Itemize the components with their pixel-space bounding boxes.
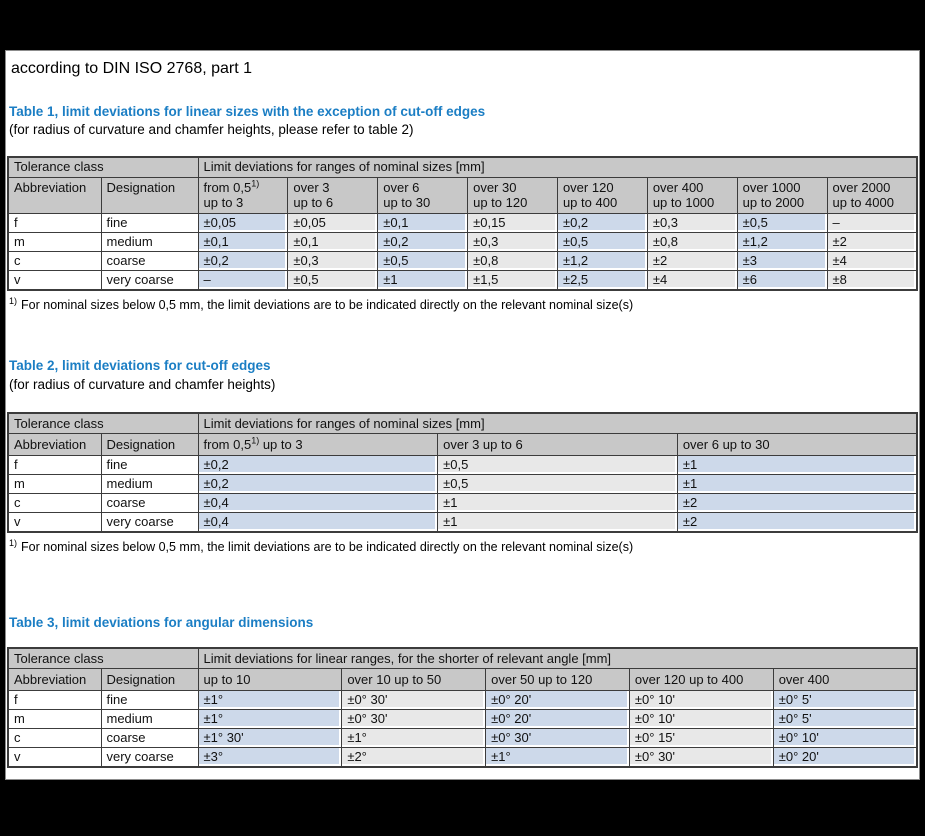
designation-header: Designation <box>101 178 198 214</box>
abbreviation-cell: v <box>8 271 101 291</box>
designation-cell: very coarse <box>101 748 198 768</box>
table1-heading: Table 1, limit deviations for linear sizes with the exception of cut-off edges <box>9 104 486 120</box>
table-row <box>8 691 917 710</box>
value-cell: ±1,5 <box>468 271 558 291</box>
table3-section <box>6 615 919 769</box>
abbreviation-cell: v <box>8 513 101 533</box>
designation-cell: very coarse <box>101 513 198 533</box>
value-cell: ±0° 20' <box>486 691 630 710</box>
tolerance-class-header: Tolerance class <box>8 413 198 434</box>
abbreviation-cell: f <box>8 214 101 233</box>
designation-cell: coarse <box>101 729 198 748</box>
value-cell: ±1° <box>486 748 630 768</box>
size-range-header: over 30 up to 120 <box>468 178 558 214</box>
value-cell: ±0,1 <box>288 233 378 252</box>
table-row <box>8 214 917 233</box>
value-cell: ±4 <box>827 252 917 271</box>
table-row <box>8 475 917 494</box>
designation-cell: coarse <box>101 494 198 513</box>
table3-heading: Table 3, limit deviations for angular dimensions <box>9 614 314 630</box>
group-header-row <box>8 648 917 669</box>
table2-footnote <box>9 540 919 554</box>
size-range-header: up to 10 <box>198 669 342 691</box>
value-cell: ±3 <box>737 252 827 271</box>
value-cell: ±0,2 <box>198 475 438 494</box>
designation-cell: fine <box>101 214 198 233</box>
abbreviation-cell: m <box>8 233 101 252</box>
abbreviation-header: Abbreviation <box>8 434 101 456</box>
value-cell: ±0,05 <box>288 214 378 233</box>
size-range-header: over 10 up to 50 <box>342 669 486 691</box>
group-header-row <box>8 157 917 178</box>
value-cell: ±0,5 <box>438 456 678 475</box>
value-cell: ±0,5 <box>557 233 647 252</box>
table3-angular-dimensions <box>7 647 918 769</box>
size-range-header: over 3 up to 6 <box>438 434 678 456</box>
table1-footnote <box>9 295 919 313</box>
value-cell: ±0° 10' <box>629 691 773 710</box>
abbreviation-header: Abbreviation <box>8 178 101 214</box>
abbreviation-cell: f <box>8 456 101 475</box>
designation-cell: very coarse <box>101 271 198 291</box>
designation-cell: fine <box>101 691 198 710</box>
footnote-marker: 1) <box>251 435 260 446</box>
value-cell: ±0,4 <box>198 494 438 513</box>
value-cell: ±0° 5' <box>773 710 917 729</box>
value-cell: ±4 <box>647 271 737 291</box>
value-cell: ±0,15 <box>468 214 558 233</box>
value-cell: ±1 <box>438 494 678 513</box>
value-cell: ±0° 20' <box>486 710 630 729</box>
abbreviation-cell: c <box>8 252 101 271</box>
table-row <box>8 233 917 252</box>
abbreviation-cell: c <box>8 729 101 748</box>
value-cell: ±0° 5' <box>773 691 917 710</box>
size-range-header: over 3 up to 6 <box>288 178 378 214</box>
column-header-row <box>8 669 917 691</box>
size-range-header: over 400 <box>773 669 917 691</box>
value-cell: ±2° <box>342 748 486 768</box>
value-cell: ±0,05 <box>198 214 288 233</box>
value-cell: ±0,8 <box>468 252 558 271</box>
limit-deviations-header: Limit deviations for ranges of nominal sizes [mm] <box>198 413 917 434</box>
limit-deviations-header: Limit deviations for ranges of nominal sizes [mm] <box>198 157 917 178</box>
value-cell: ±0° 15' <box>629 729 773 748</box>
designation-cell: medium <box>101 710 198 729</box>
value-cell: ±8 <box>827 271 917 291</box>
value-cell: ±0,3 <box>288 252 378 271</box>
column-header-row <box>8 178 917 214</box>
footnote-marker: 1) <box>251 178 260 189</box>
value-cell: ±0,4 <box>198 513 438 533</box>
value-cell: – <box>827 214 917 233</box>
value-cell: ±0,3 <box>647 214 737 233</box>
abbreviation-cell: v <box>8 748 101 768</box>
size-range-header: over 400 up to 1000 <box>647 178 737 214</box>
designation-header: Designation <box>101 669 198 691</box>
value-cell: ±0,1 <box>378 214 468 233</box>
value-cell: ±0,5 <box>288 271 378 291</box>
value-cell: ±2 <box>647 252 737 271</box>
size-range-header: over 120 up to 400 <box>557 178 647 214</box>
value-cell: ±2,5 <box>557 271 647 291</box>
value-cell: ±0,5 <box>737 214 827 233</box>
size-range-header: over 6 up to 30 <box>378 178 468 214</box>
value-cell: – <box>198 271 288 291</box>
value-cell: ±1 <box>378 271 468 291</box>
table-row <box>8 710 917 729</box>
table1-linear-sizes <box>7 156 918 292</box>
size-range-header: over 2000 up to 4000 <box>827 178 917 214</box>
value-cell: ±0° 30' <box>486 729 630 748</box>
size-range-header: from 0,5$^{1)}$ up to 3 <box>198 434 438 456</box>
table1-section <box>6 104 919 312</box>
table-row <box>8 252 917 271</box>
table1-subheading: (for radius of curvature and chamfer heights, please refer to table 2) <box>9 122 414 138</box>
table-row <box>8 271 917 291</box>
size-range-header: over 6 up to 30 <box>677 434 917 456</box>
table-row <box>8 456 917 475</box>
value-cell: ±0,3 <box>468 233 558 252</box>
value-cell: ±0° 10' <box>629 710 773 729</box>
value-cell: ±0° 30' <box>342 710 486 729</box>
designation-cell: coarse <box>101 252 198 271</box>
table-row <box>8 748 917 768</box>
table2-section <box>6 358 919 554</box>
designation-header: Designation <box>101 434 198 456</box>
value-cell: ±1° <box>342 729 486 748</box>
value-cell: ±1,2 <box>737 233 827 252</box>
value-cell: ±0° 20' <box>773 748 917 768</box>
column-header-row <box>8 434 917 456</box>
value-cell: ±0° 30' <box>629 748 773 768</box>
value-cell: ±0,2 <box>378 233 468 252</box>
value-cell: ±0,2 <box>198 456 438 475</box>
footnote-text: For nominal sizes below 0,5 mm, the limit deviations are to be indicated directly on the relevant nominal size(s) <box>21 298 634 313</box>
value-cell: ±2 <box>677 513 917 533</box>
page-title: according to DIN ISO 2768, part 1 <box>11 60 253 77</box>
abbreviation-cell: c <box>8 494 101 513</box>
abbreviation-header: Abbreviation <box>8 669 101 691</box>
abbreviation-cell: f <box>8 691 101 710</box>
tolerance-class-header: Tolerance class <box>8 157 198 178</box>
table-row <box>8 729 917 748</box>
value-cell: ±0,1 <box>198 233 288 252</box>
value-cell: ±2 <box>827 233 917 252</box>
value-cell: ±6 <box>737 271 827 291</box>
value-cell: ±2 <box>677 494 917 513</box>
designation-cell: medium <box>101 475 198 494</box>
value-cell: ±0,2 <box>198 252 288 271</box>
value-cell: ±0,2 <box>557 214 647 233</box>
abbreviation-cell: m <box>8 710 101 729</box>
designation-cell: medium <box>101 233 198 252</box>
value-cell: ±0,8 <box>647 233 737 252</box>
value-cell: ±1° <box>198 691 342 710</box>
size-range-header: over 1000 up to 2000 <box>737 178 827 214</box>
abbreviation-cell: m <box>8 475 101 494</box>
value-cell: ±1,2 <box>557 252 647 271</box>
size-range-header: over 120 up to 400 <box>629 669 773 691</box>
value-cell: ±0,5 <box>378 252 468 271</box>
footnote-marker: 1) <box>9 295 18 306</box>
table-row <box>8 494 917 513</box>
table-row <box>8 513 917 533</box>
table2-heading: Table 2, limit deviations for cut-off edges <box>9 358 271 374</box>
table2-subheading: (for radius of curvature and chamfer heights) <box>9 376 276 392</box>
value-cell: ±1° <box>198 710 342 729</box>
value-cell: ±1 <box>677 456 917 475</box>
document-page <box>5 50 920 780</box>
value-cell: ±1 <box>677 475 917 494</box>
designation-cell: fine <box>101 456 198 475</box>
value-cell: ±0° 30' <box>342 691 486 710</box>
table2-cutoff-edges <box>7 412 918 534</box>
value-cell: ±1° 30' <box>198 729 342 748</box>
group-header-row <box>8 413 917 434</box>
tolerance-class-header: Tolerance class <box>8 648 198 669</box>
size-range-header: over 50 up to 120 <box>486 669 630 691</box>
footnote-text: For nominal sizes below 0,5 mm, the limit deviations are to be indicated directly on the relevant nominal size(s) <box>21 540 634 555</box>
footnote-marker: 1) <box>9 538 18 549</box>
value-cell: ±0° 10' <box>773 729 917 748</box>
size-range-header: from 0,5$^{1)}$ up to 3 <box>198 178 288 214</box>
value-cell: ±3° <box>198 748 342 768</box>
limit-deviations-header: Limit deviations for linear ranges, for the shorter of relevant angle [mm] <box>198 648 917 669</box>
value-cell: ±1 <box>438 513 678 533</box>
value-cell: ±0,5 <box>438 475 678 494</box>
